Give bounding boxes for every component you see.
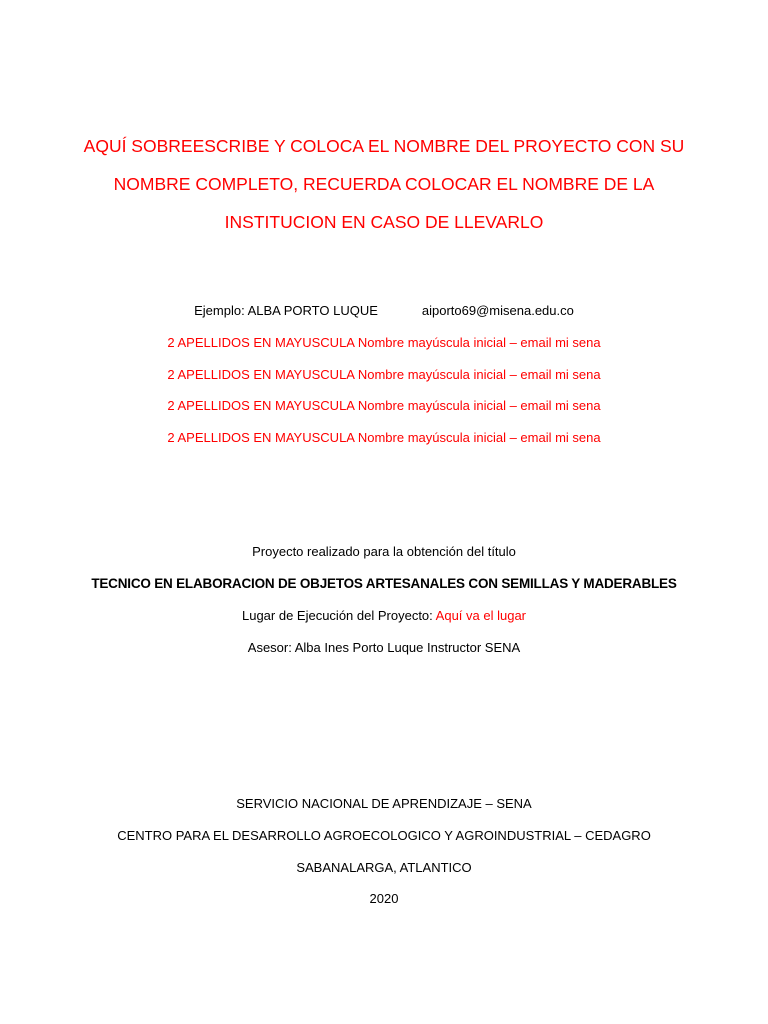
city-name: SABANALARGA, ATLANTICO	[296, 860, 472, 875]
institution-name: SERVICIO NACIONAL DE APRENDIZAJE – SENA	[236, 796, 532, 811]
location-value: Aquí va el lugar	[435, 608, 527, 623]
purpose-text: Proyecto realizado para la obtención del título	[252, 544, 516, 559]
project-title-line-2: NOMBRE COMPLETO, RECUERDA COLOCAR EL NOMBRE DE LA	[113, 174, 655, 194]
project-title-line-1: AQUÍ SOBREESCRIBE Y COLOCA EL NOMBRE DEL PROYECTO CON SU	[83, 136, 685, 156]
advisor-line: Asesor: Alba Ines Porto Luque Instructor SENA	[247, 640, 521, 655]
example-email: aiporto69@misena.edu.co	[421, 303, 574, 318]
year: 2020	[369, 891, 399, 906]
degree-title: TECNICO EN ELABORACION DE OBJETOS ARTESANALES CON SEMILLAS Y MADERABLES	[91, 576, 677, 591]
example-line	[0, 302, 768, 320]
example-name: Ejemplo: ALBA PORTO LUQUE	[194, 303, 378, 318]
author-line-1: 2 APELLIDOS EN MAYUSCULA Nombre mayúscula inicial – email mi sena	[167, 335, 601, 350]
project-title-line-3: INSTITUCION EN CASO DE LLEVARLO	[224, 212, 544, 232]
author-line-4: 2 APELLIDOS EN MAYUSCULA Nombre mayúscula inicial – email mi sena	[167, 430, 601, 445]
author-line-3: 2 APELLIDOS EN MAYUSCULA Nombre mayúscula inicial – email mi sena	[167, 398, 601, 413]
location-label: Lugar de Ejecución del Proyecto:	[241, 608, 436, 623]
author-line-2: 2 APELLIDOS EN MAYUSCULA Nombre mayúscula inicial – email mi sena	[167, 367, 601, 382]
center-name: CENTRO PARA EL DESARROLLO AGROECOLOGICO Y AGROINDUSTRIAL – CEDAGRO	[117, 828, 651, 843]
location-line	[0, 607, 768, 625]
